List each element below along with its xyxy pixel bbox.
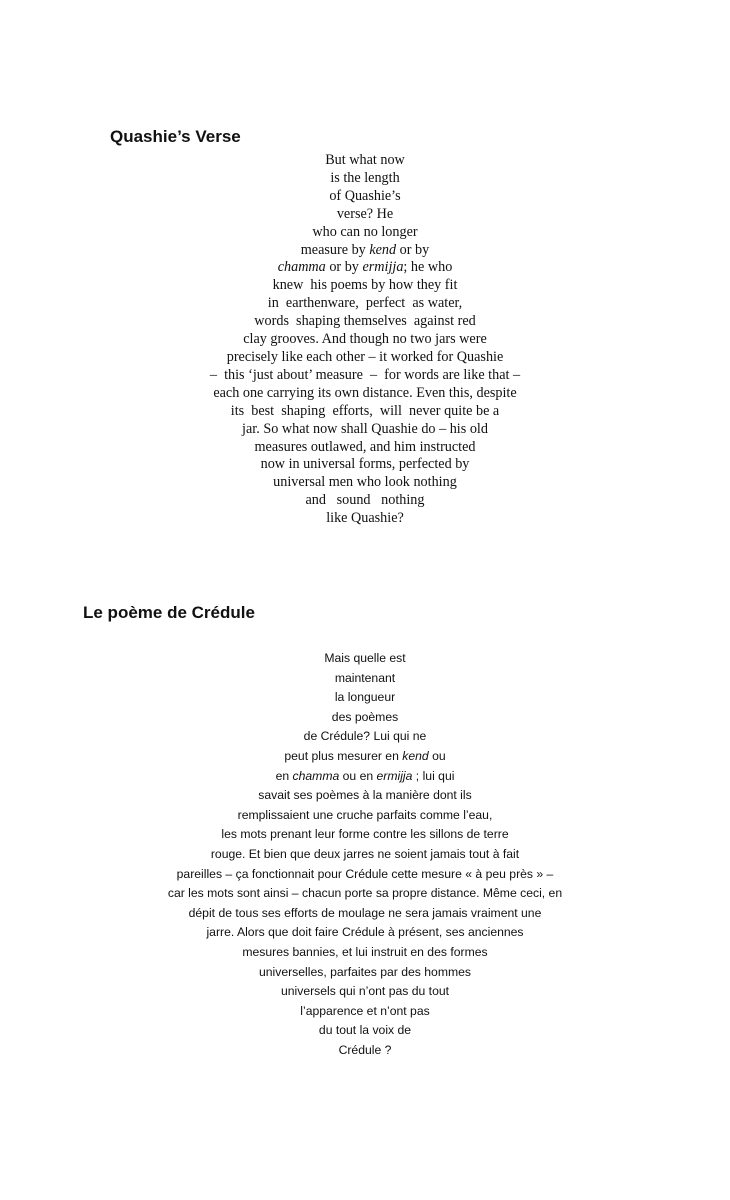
- line-segment: mesures bannies, et lui instruit en des formes: [242, 944, 488, 959]
- line-segment: dépit de tous ses efforts de moulage ne sera jamais vraiment une: [188, 905, 542, 920]
- poem-line: [0, 224, 730, 242]
- line-segment: jar. So what now shall Quashie do – his old: [242, 420, 488, 437]
- line-segment: car les mots sont ainsi – chacun porte sa propre distance. Même ceci, en: [167, 886, 563, 901]
- line-segment: ou en: [339, 768, 377, 783]
- poem-line: [0, 669, 730, 689]
- poem-line: [0, 188, 730, 206]
- line-segment: is the length: [330, 169, 400, 186]
- poem-line: [0, 295, 730, 313]
- italic-term: kend: [402, 748, 429, 763]
- line-segment: – this ‘just about’ measure – for words are like that –: [209, 366, 521, 383]
- italic-term: kend: [369, 241, 397, 258]
- poem-line: [0, 313, 730, 331]
- poem-line: [0, 845, 730, 865]
- poem-line: [0, 403, 730, 421]
- poem-line: [0, 259, 730, 277]
- poem-line: [0, 206, 730, 224]
- line-segment: or by: [396, 241, 430, 258]
- poem-line: [0, 170, 730, 188]
- line-segment: verse? He: [336, 205, 394, 222]
- line-segment: Mais quelle est: [324, 651, 406, 665]
- line-segment: of Quashie’s: [329, 187, 401, 204]
- line-segment: maintenant: [334, 670, 396, 685]
- poem-line: [0, 982, 730, 1002]
- poem-line: [0, 277, 730, 295]
- poem-line: [0, 943, 730, 963]
- line-segment: and sound nothing: [305, 492, 425, 509]
- line-segment: precisely like each other – it worked for Quashie: [226, 348, 504, 365]
- poem-line: [0, 349, 730, 367]
- line-segment: measures outlawed, and him instructed: [254, 438, 476, 455]
- line-segment: la longueur: [334, 690, 396, 705]
- poem-line: [0, 767, 730, 787]
- line-segment: knew his poems by how they fit: [272, 277, 458, 294]
- line-segment: each one carrying its own distance. Even this, despite: [213, 384, 517, 401]
- poem-line: [0, 421, 730, 439]
- poem-line: [0, 806, 730, 826]
- line-segment: peut plus mesurer en: [284, 748, 403, 763]
- line-segment: les mots prenant leur forme contre les sillons de terre: [221, 827, 509, 842]
- italic-term: chamma: [277, 259, 326, 276]
- line-segment: ou: [428, 748, 446, 763]
- poem-line: [0, 439, 730, 457]
- poem-line: [0, 510, 730, 528]
- line-segment: But what now: [325, 152, 405, 168]
- line-segment: des poèmes: [331, 709, 399, 724]
- italic-term: ermijja: [376, 768, 413, 783]
- line-segment: de Crédule? Lui qui ne: [303, 729, 427, 744]
- poem-body-english: [0, 152, 730, 528]
- line-segment: ; he who: [403, 259, 453, 276]
- poem-line: [0, 456, 730, 474]
- poem-line: [0, 963, 730, 983]
- line-segment: universels qui n’ont pas du tout: [280, 984, 450, 999]
- line-segment: universal men who look nothing: [273, 474, 457, 491]
- line-segment: remplissaient une cruche parfaits comme l’eau,: [237, 807, 493, 822]
- poem-line: [0, 385, 730, 403]
- poem-line: [0, 474, 730, 492]
- poem-line: [0, 1021, 730, 1041]
- line-segment: universelles, parfaites par des hommes: [258, 964, 472, 979]
- line-segment: savait ses poèmes à la manière dont ils: [258, 788, 472, 803]
- line-segment: its best shaping efforts, will never quite be a: [230, 402, 500, 419]
- poem-line: [0, 923, 730, 943]
- poem-line: [0, 649, 730, 669]
- poem-line: [0, 331, 730, 349]
- poem-line: [0, 1041, 730, 1061]
- poem-line: [0, 708, 730, 728]
- line-segment: rouge. Et bien que deux jarres ne soient jamais tout à fait: [210, 846, 520, 861]
- poem-line: [0, 367, 730, 385]
- poem-line: [0, 884, 730, 904]
- poem-line: [0, 688, 730, 708]
- line-segment: jarre. Alors que doit faire Crédule à présent, ses anciennes: [206, 925, 524, 940]
- poem-line: [0, 904, 730, 924]
- line-segment: clay grooves. And though no two jars were: [243, 331, 487, 348]
- poem-title-english: Quashie’s Verse: [110, 127, 241, 146]
- poem-line: [0, 152, 730, 170]
- poem-body-french: [0, 649, 730, 1060]
- line-segment: words shaping themselves against red: [254, 313, 476, 330]
- line-segment: like Quashie?: [326, 510, 404, 527]
- poem-line: [0, 1002, 730, 1022]
- poem-line: [0, 825, 730, 845]
- line-segment: du tout la voix de: [318, 1023, 412, 1038]
- italic-term: ermijja: [362, 259, 404, 276]
- poem-line: [0, 747, 730, 767]
- poem-line: [0, 242, 730, 260]
- poem-line: [0, 492, 730, 510]
- line-segment: l’apparence et n’ont pas: [300, 1003, 430, 1018]
- poem-line: [0, 786, 730, 806]
- line-segment: who can no longer: [312, 223, 418, 240]
- line-segment: now in universal forms, perfected by: [260, 456, 470, 473]
- poem-line: [0, 727, 730, 747]
- line-segment: Crédule ?: [338, 1042, 392, 1057]
- line-segment: or by: [325, 259, 363, 276]
- line-segment: measure by: [300, 241, 370, 258]
- poem-title-french: Le poème de Crédule: [83, 603, 255, 622]
- line-segment: ; lui qui: [412, 768, 455, 783]
- italic-term: chamma: [292, 768, 340, 783]
- line-segment: in earthenware, perfect as water,: [267, 295, 463, 312]
- poem-line: [0, 865, 730, 885]
- line-segment: en: [275, 768, 293, 783]
- line-segment: pareilles – ça fonctionnait pour Crédule cette mesure « à peu près » –: [176, 866, 554, 881]
